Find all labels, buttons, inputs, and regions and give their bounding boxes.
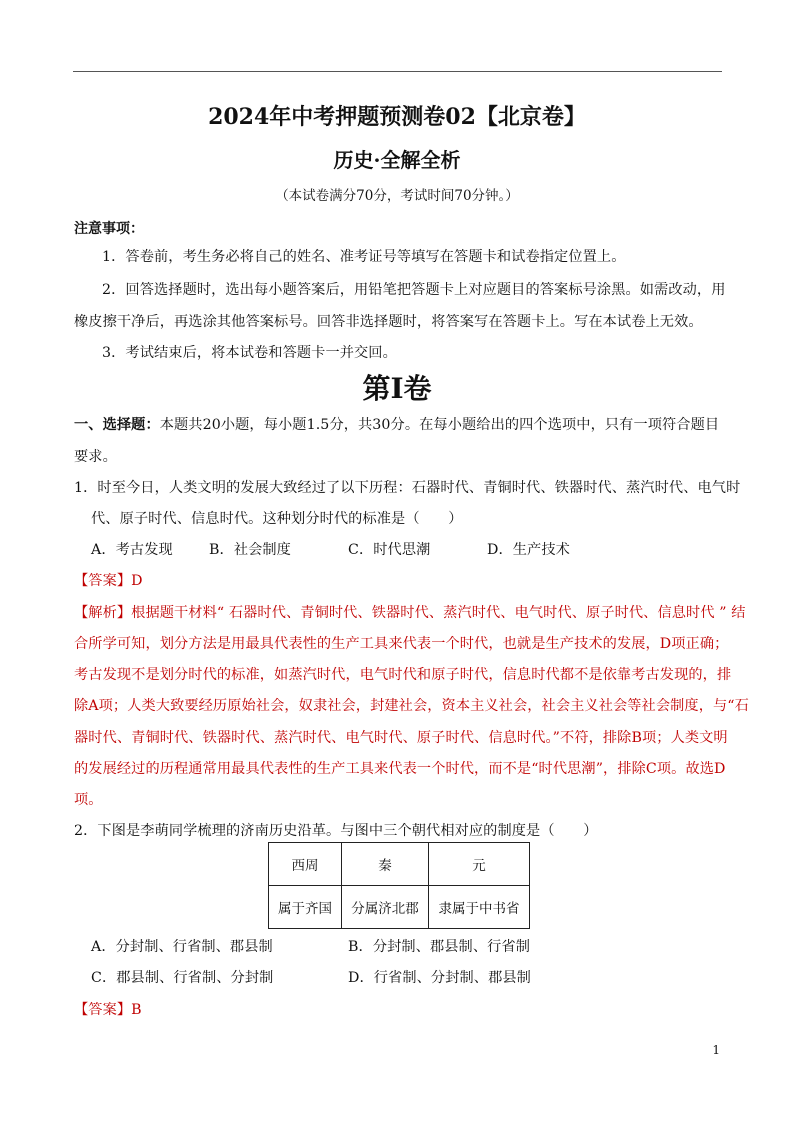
q2-option-a: A．分封制、行省制、郡县制 xyxy=(91,939,273,955)
section-intro-line-2: 要求。 xyxy=(74,449,117,465)
page-number: 1 xyxy=(712,1043,720,1057)
section-title: 第I卷 xyxy=(362,372,432,405)
q1-analysis-line-7: 项。 xyxy=(74,792,103,808)
table-cell: 隶属于中书省 xyxy=(429,886,530,929)
q1-option-a: A．考古发现 xyxy=(91,542,173,558)
q1-analysis-line-3: 考古发现不是划分时代的标准，如蒸汽时代，电气时代和原子时代，信息时代都不是依靠考古发现的，排 xyxy=(74,667,732,683)
table-cell: 属于齐国 xyxy=(269,886,342,929)
q2-option-d: D．行省制、分封制、郡县制 xyxy=(348,970,531,986)
q2-answer: 【答案】B xyxy=(74,1002,142,1018)
q2-stem: 2．下图是李萌同学梳理的济南历史沿革。与图中三个朝代相对应的制度是（ ） xyxy=(74,823,598,839)
notice-item-2-line-2: 橡皮擦干净后，再选涂其他答案标号。回答非选择题时，将答案写在答题卡上。写在本试卷上无效。 xyxy=(74,314,703,330)
q1-analysis-line-2: 合所学可知，划分方法是用最具代表性的生产工具来代表一个时代，也就是生产技术的发展，D项正确； xyxy=(74,636,729,652)
page-title: 2024年中考押题预测卷02【北京卷】 xyxy=(208,104,586,130)
section-intro-label: 一、选择题： xyxy=(74,417,160,433)
q1-analysis-text: 根据题干材料“ 石器时代、青铜时代、铁器时代、蒸汽时代、电气时代、原子时代、信息时代 ” 结 xyxy=(131,605,746,621)
q1-option-c: C．时代思潮 xyxy=(348,542,431,558)
notice-heading: 注意事项： xyxy=(74,221,144,237)
table-cell: 分属济北郡 xyxy=(342,886,429,929)
exam-note: （本试卷满分70分，考试时间70分钟。） xyxy=(275,188,519,204)
q1-analysis-tag: 【解析】 xyxy=(74,605,132,621)
table-header-cell: 秦 xyxy=(342,843,429,886)
page-subtitle: 历史·全解全析 xyxy=(333,148,461,172)
q1-analysis-line-1 xyxy=(74,602,745,622)
q2-option-b: B．分封制、郡县制、行省制 xyxy=(348,939,530,955)
q1-stem-line-1: 1．时至今日，人类文明的发展大致经过了以下历程：石器时代、青铜时代、铁器时代、蒸汽时代、电气时 xyxy=(74,480,741,496)
notice-item-3: 3．考试结束后，将本试卷和答题卡一并交回。 xyxy=(102,345,397,361)
header-rule xyxy=(73,71,722,72)
section-intro-text: 本题共20小题，每小题1.5分，共30分。在每小题给出的四个选项中，只有一项符合题目 xyxy=(159,417,720,433)
table-header-cell: 元 xyxy=(429,843,530,886)
table-row xyxy=(269,843,530,886)
q1-analysis-line-4: 除A项；人类大致要经历原始社会，奴隶社会，封建社会，资本主义社会，社会主义社会等社会制度，与“石 xyxy=(74,698,749,714)
notice-item-1: 1．答卷前，考生务必将自己的姓名、准考证号等填写在答题卡和试卷指定位置上。 xyxy=(102,249,626,265)
q1-stem-line-2: 代、原子时代、信息时代。这种划分时代的标准是（ ） xyxy=(91,511,463,527)
q2-option-c: C．郡县制、行省制、分封制 xyxy=(91,970,274,986)
history-table xyxy=(268,842,530,929)
q1-analysis-line-5: 器时代、青铜时代、铁器时代、蒸汽时代、电气时代、原子时代、信息时代。”不符，排除B项；人类文明 xyxy=(74,730,728,746)
q1-option-d: D．生产技术 xyxy=(487,542,570,558)
q1-option-b: B．社会制度 xyxy=(209,542,291,558)
q1-answer: 【答案】D xyxy=(74,573,143,589)
notice-item-2-line-1: 2．回答选择题时，选出每小题答案后，用铅笔把答题卡上对应题目的答案标号涂黑。如需改动，用 xyxy=(102,282,726,298)
q1-analysis-line-6: 的发展经过的历程通常用最具代表性的生产工具来代表一个时代，而不是“时代思潮”，排除C项。故选D xyxy=(74,761,726,777)
table-header-cell: 西周 xyxy=(269,843,342,886)
table-row xyxy=(269,886,530,929)
section-intro-line-1 xyxy=(74,414,719,434)
